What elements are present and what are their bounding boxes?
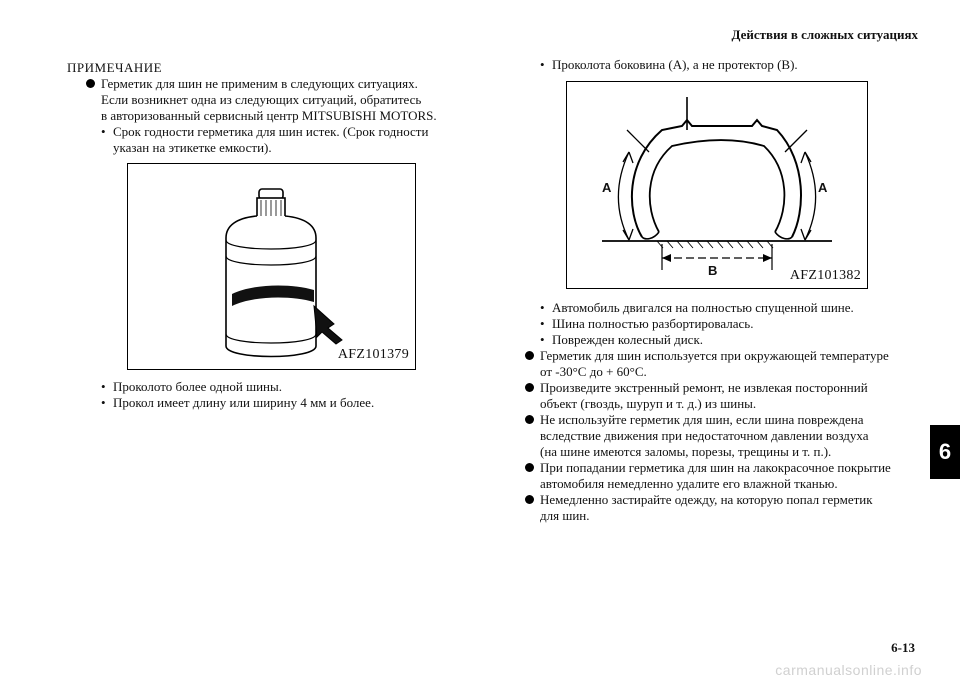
figure-1-label: AFZ101379	[337, 347, 409, 362]
sub-item-multiple-punctures	[101, 379, 282, 395]
figure-2-mark-a-left: A	[602, 180, 612, 195]
figure-2-mark-b: B	[708, 263, 718, 278]
sub-item-flat-tire	[540, 300, 854, 316]
sub-item-text: Поврежден колесный диск.	[552, 332, 704, 347]
sub-item-expiry-line-2: указан на этикетке емкости).	[113, 140, 272, 155]
bullet-dot-icon	[525, 415, 534, 424]
sub-item-text: Срок годности герметика для шин истек. (Срок годности	[113, 124, 429, 139]
watermark: carmanualsonline.info	[775, 662, 922, 678]
bullet-underinflated-line-3: (на шине имеются заломы, порезы, трещины и т. п.).	[540, 444, 832, 459]
bullet-dot-icon	[86, 79, 95, 88]
bullet-object-line-1	[525, 380, 868, 396]
sub-item-expiry-line-1	[101, 124, 428, 140]
bullet-text: Немедленно застирайте одежду, на которую попал герметик	[540, 492, 873, 507]
sub-item-sidewall	[540, 57, 798, 73]
sub-item-unbeaded	[540, 316, 754, 332]
bullet-text: Произведите экстренный ремонт, не извлекая посторонний	[540, 380, 868, 395]
sub-bullet-marker: •	[101, 379, 106, 394]
figure-2-mark-a-right: A	[818, 180, 828, 195]
bullet-dot-icon	[525, 463, 534, 472]
figure-2-label: AFZ101382	[789, 268, 861, 283]
bullet-text: Герметик для шин используется при окружающей температуре	[540, 348, 889, 363]
note-title: ПРИМЕЧАНИЕ	[67, 60, 163, 75]
bullet-clothing-line-1	[525, 492, 873, 508]
note-bullet-line-1	[86, 76, 418, 92]
bullet-underinflated-line-2: вследствие движения при недостаточном давлении воздуха	[540, 428, 869, 443]
bullet-temperature-line-1	[525, 348, 889, 364]
sub-item-text: Проколото более одной шины.	[113, 379, 282, 394]
bullet-clothing-line-2: для шин.	[540, 508, 590, 523]
sub-bullet-marker: •	[540, 300, 545, 315]
sub-bullet-marker: •	[540, 316, 545, 331]
sub-item-text: Прокол имеет длину или ширину 4 мм и более.	[113, 395, 375, 410]
bullet-text: Не используйте герметик для шин, если шина повреждена	[540, 412, 864, 427]
sub-bullet-marker: •	[101, 124, 106, 139]
bullet-underinflated-line-1	[525, 412, 864, 428]
sub-item-text: Шина полностью разбортировалась.	[552, 316, 754, 331]
bullet-paint-line-2: автомобиля немедленно удалите его влажной тканью.	[540, 476, 838, 491]
figure-sealant-bottle	[127, 163, 416, 370]
sub-bullet-marker: •	[101, 395, 106, 410]
sub-item-rim-damage	[540, 332, 703, 348]
sub-item-text: Автомобиль двигался на полностью спущенной шине.	[552, 300, 854, 315]
page-number: 6-13	[891, 640, 915, 655]
bullet-temperature-line-2: от -30°C до + 60°C.	[540, 364, 647, 379]
sealant-bottle-illustration	[128, 164, 415, 369]
sub-bullet-marker: •	[540, 332, 545, 347]
sub-bullet-marker: •	[540, 57, 545, 72]
bullet-dot-icon	[525, 351, 534, 360]
chapter-tab: 6	[930, 425, 960, 479]
note-bullet-line-2: Если возникнет одна из следующих ситуаций, обратитесь	[101, 92, 422, 107]
note-bullet-text: Герметик для шин не применим в следующих ситуациях.	[101, 76, 418, 91]
note-bullet-line-3: в авторизованный сервисный центр MITSUBISHI MOTORS.	[101, 108, 437, 123]
bullet-dot-icon	[525, 495, 534, 504]
figure-tire-cross-section	[566, 81, 868, 289]
bullet-paint-line-1	[525, 460, 891, 476]
bullet-object-line-2: объект (гвоздь, шуруп и т. д.) из шины.	[540, 396, 757, 411]
sub-item-text: Проколота боковина (A), а не протектор (B).	[552, 57, 798, 72]
sub-item-puncture-size	[101, 395, 374, 411]
page-header-title: Действия в сложных ситуациях	[731, 27, 918, 42]
bullet-text: При попадании герметика для шин на лакокрасочное покрытие	[540, 460, 891, 475]
bullet-dot-icon	[525, 383, 534, 392]
